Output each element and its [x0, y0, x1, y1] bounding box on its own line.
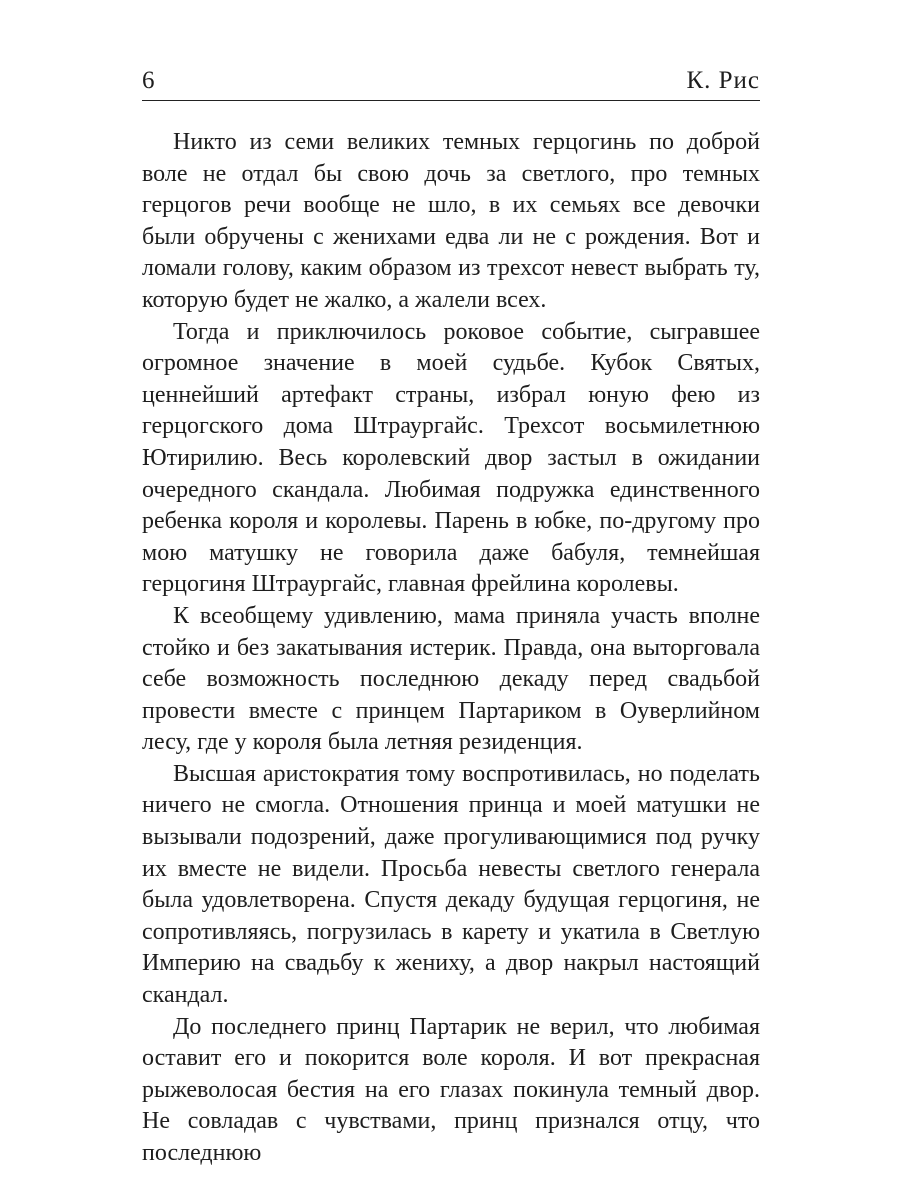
book-page — [142, 0, 760, 1200]
body-text — [142, 127, 760, 1170]
author-name: К. Рис — [686, 67, 760, 94]
paragraph: До последнего принц Партарик не верил, что любимая оставит его и покорится воле короля. И вот прекрасная рыжеволосая бестия на его глазах покинула темный двор. Не совладав с чувствами, принц признался отцу, что последнюю — [142, 1013, 760, 1166]
paragraph: К всеобщему удивлению, мама приняла участь вполне стойко и без закатывания истерик. Правда, она выторговала себе возможность последнюю декаду перед свадьбой провести вместе с принцем Партариком в Оуверлийном лесу, где у короля была летняя резиденция. — [142, 602, 760, 756]
running-header — [142, 62, 760, 101]
paragraph: Высшая аристократия тому воспротивилась, но поделать ничего не смогла. Отношения принца и моей матушки не вызывали подозрений, даже прогуливающимися под ручку их вместе не видели. Просьба невесты светлого генерала была удовлетворена. Спустя декаду будущая герцогиня, не сопротивляясь, погрузилась в карету и укатила в Светлую Империю на свадьбу к жениху, а двор накрыл настоящий скандал. — [142, 760, 760, 1009]
paragraph: Никто из семи великих темных герцогинь по доброй воле не отдал бы свою дочь за светлого, про темных герцогов речи вообще не шло, в их семьях все девочки были обручены с женихами едва ли не с рождения. Вот и ломали голову, каким образом из трехсот невест выбрать ту, которую будет не жалко, а жалели всех. — [142, 129, 760, 313]
page-number: 6 — [142, 67, 155, 94]
paragraph: Тогда и приключилось роковое событие, сыгравшее огромное значение в моей судьбе. Кубок Святых, ценнейший артефакт страны, избрал юную фею из герцогского дома Штраургайс. Трехсот восьмилетнюю Ютирилию. Весь королевский двор застыл в ожидании очередного скандала. Любимая подружка единственного ребенка короля и королевы. Парень в юбке, по-другому про мою матушку не говорила даже бабуля, темнейшая герцогиня Штраургайс, главная фрейлина королевы. — [142, 318, 760, 598]
